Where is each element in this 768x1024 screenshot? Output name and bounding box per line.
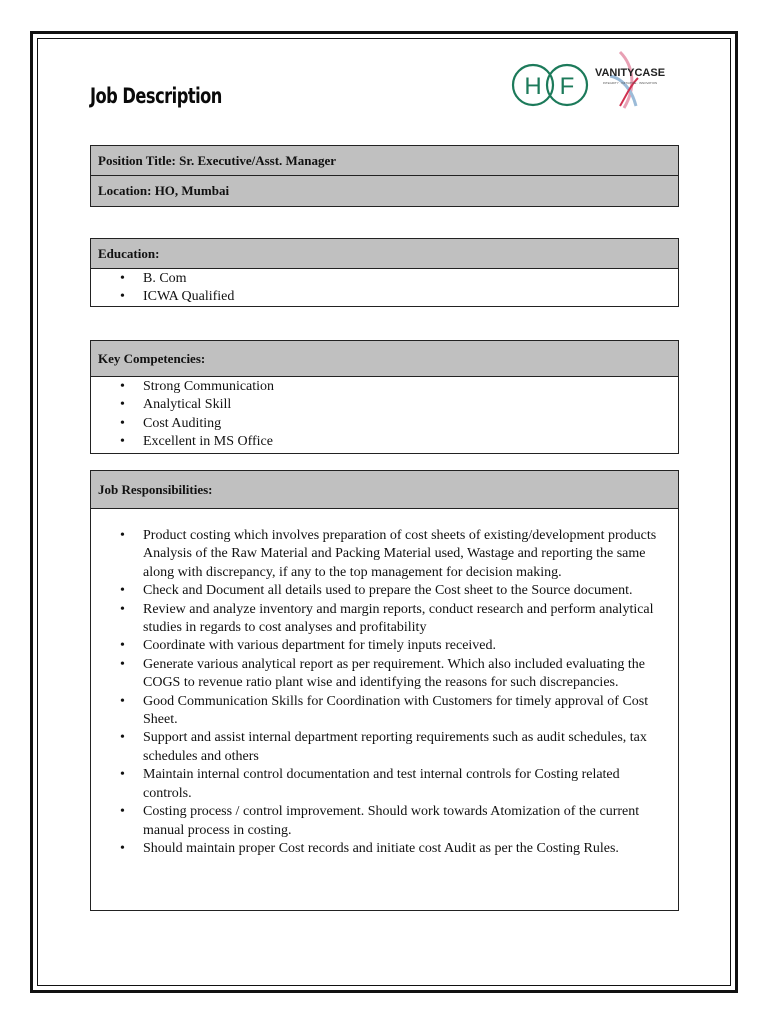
education-heading: Education: [91, 239, 678, 269]
hf-logo-letter-h: H [524, 73, 542, 100]
list-item: • Good Communication Skills for Coordination with Customers for timely approval of Cost Sheet. [91, 693, 678, 730]
list-item: • Support and assist internal department reporting requirements such as audit schedules, tax schedules and others [91, 729, 678, 766]
education-box [90, 238, 679, 307]
responsibilities-list [91, 509, 678, 858]
hf-logo-letter-f: F [559, 73, 575, 100]
position-box [90, 145, 679, 207]
vanitycase-logo-tagline: INTEGRITY · INITIATIVE · INNOVATION [602, 81, 658, 85]
list-item: • Costing process / control improvement. Should work towards Atomization of the current manual process in costing. [91, 803, 678, 840]
list-item: • Cost Auditing [91, 415, 678, 433]
list-item: • Generate various analytical report as per requirement. Which also included evaluating the COGS to revenue ratio plant wise and identifying the reasons for such discrepancies. [91, 656, 678, 693]
list-item: • Analytical Skill [91, 396, 678, 414]
list-item: • Excellent in MS Office [91, 433, 678, 451]
vanitycase-logo-text: VANITYCASE [594, 67, 666, 79]
competencies-list [91, 377, 678, 452]
list-item: • Strong Communication [91, 378, 678, 396]
vanitycase-logo [590, 48, 670, 110]
competencies-box [90, 340, 679, 454]
location: Location: HO, Mumbai [91, 176, 678, 206]
competencies-heading: Key Competencies: [91, 341, 678, 377]
responsibilities-heading: Job Responsibilities: [91, 471, 678, 509]
position-title: Position Title: Sr. Executive/Asst. Manager [91, 146, 678, 176]
education-list [91, 269, 678, 307]
list-item: • Should maintain proper Cost records and initiate cost Audit as per the Costing Rules. [91, 840, 678, 858]
list-item: • ICWA Qualified [91, 288, 678, 306]
list-item: • Review and analyze inventory and margin reports, conduct research and perform analytical studies in regards to cost analyses and profitability [91, 601, 678, 638]
list-item: • B. Com [91, 270, 678, 288]
hf-logo [510, 60, 592, 112]
list-item: • Check and Document all details used to prepare the Cost sheet to the Source document. [91, 582, 678, 600]
list-item: • Maintain internal control documentation and test internal controls for Costing related controls. [91, 766, 678, 803]
list-item: • Product costing which involves preparation of cost sheets of existing/development products Analysis of the Raw Material and Packing Material used, Wastage and reporting the same along with discrepancy, if any to the top management for decision making. [91, 527, 678, 582]
document-title: Job Description [90, 84, 222, 108]
responsibilities-box [90, 470, 679, 911]
list-item: • Coordinate with various department for timely inputs received. [91, 637, 678, 655]
